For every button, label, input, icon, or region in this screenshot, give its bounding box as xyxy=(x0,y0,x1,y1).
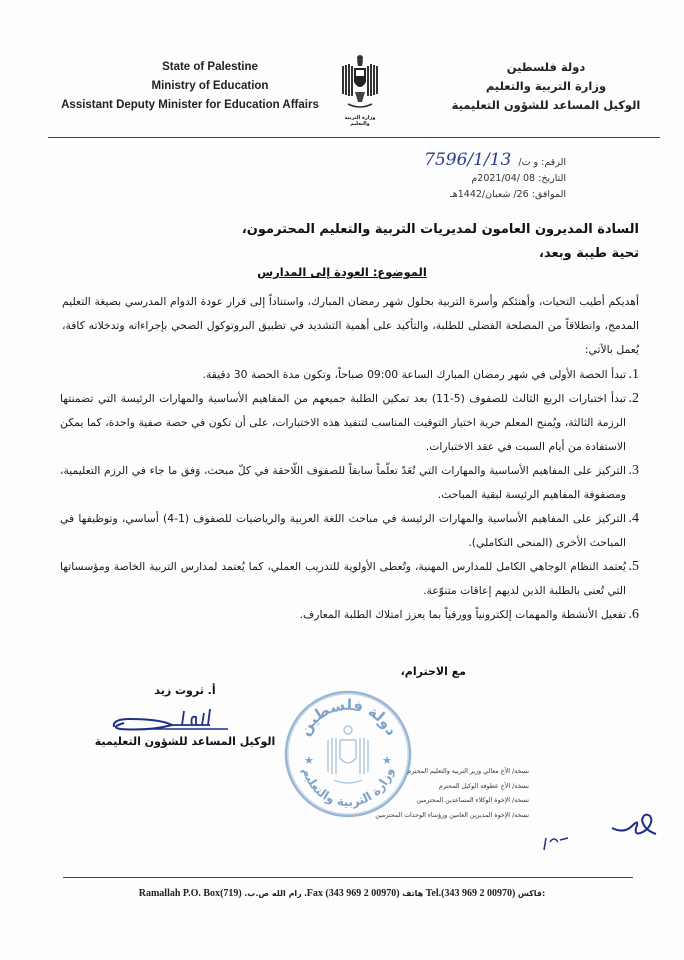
footer-fax-label: فاكس xyxy=(517,889,543,898)
addressee-line: السادة المديرون العامون لمديريات التربية والتعليم المحترمون، xyxy=(241,222,639,237)
signer-name: أ. ثروت زيد xyxy=(154,684,216,697)
item-number: 6. xyxy=(628,607,639,622)
item-text: التركيز على المفاهيم الأساسية والمهارات التي تُعَدّ تعلّماً سابقاً للصفوف اللّاحقة في كلّ مبحث، وَفق ما جاء في الرزم التعليمية، ومصفوفة المفاهيم الرئيسة لبقية المباحث. xyxy=(60,464,626,501)
header-divider xyxy=(48,137,660,138)
instruction-item xyxy=(60,603,639,627)
initials-icon xyxy=(540,828,570,854)
stamp-top-text: دولة فلسطين xyxy=(295,695,401,739)
instruction-item xyxy=(60,387,639,459)
emblem-caption: وزارة التربية والتعليم xyxy=(344,115,376,127)
footer-contact xyxy=(0,888,684,899)
item-text: تبدأ اختبارات الربع الثالث للصفوف (5-11) بعد تمكين الطلبة جميعهم من المفاهيم الأساسية والمهارات الرئيسة التي تضمنتها الرزمة الثالثة، ويُمنح المعلم حرية اختيار التوقيت المناسب لتنفيذ هذه الاختبارات، على أن تكون في حصة صفية واحدة، كما يمكن الاستفادة من أيام السبت في عقد الاختبارات. xyxy=(60,392,626,453)
header-en-office: Assistant Deputy Minister for Education Affairs xyxy=(61,99,319,111)
footer-pobox-en: (719)Ramallah P.O. Box xyxy=(138,888,242,899)
signer-title: الوكيل المساعد للشؤون التعليمية xyxy=(94,735,276,748)
instruction-item xyxy=(60,459,639,507)
item-number: 4. xyxy=(628,511,639,526)
signature-icon xyxy=(110,705,230,735)
reference-block xyxy=(306,152,566,203)
footer-phone-label: هاتف: xyxy=(402,889,546,898)
greeting-line: تحية طيبة وبعد، xyxy=(539,246,639,261)
header-arabic xyxy=(436,58,656,115)
reference-number-label: الرقم: و ت/ xyxy=(518,157,566,168)
item-text: يُعتمد النظام الوجاهي الكامل للمدارس المهنية، وتُعطى الأولوية للتدريب العملي، كما يُعتمد لمدارس التربية الخاصة ومؤسساتها التي تُعنى بالطلبة الذين لديهم إعاقات متنوّعة. xyxy=(60,560,626,597)
copies-signature-icon xyxy=(610,808,660,842)
item-number: 3. xyxy=(628,463,639,478)
header-english xyxy=(61,58,340,115)
date-row xyxy=(306,171,566,187)
svg-text:دولة فلسطين xyxy=(295,696,401,739)
copy-recipient: نسخة/ الأخ معالي وزير التربية والتعليم المحترم xyxy=(407,768,529,775)
item-text: تفعيل الأنشطة والمهمات إلكترونياً وورقياً بما يعزز امتلاك الطلبة المعارف. xyxy=(299,608,626,621)
item-number: 1. xyxy=(628,367,639,382)
subject-line xyxy=(0,265,684,279)
letter-intro xyxy=(62,290,639,362)
reference-number-row xyxy=(306,152,566,171)
addressee-block xyxy=(159,218,639,266)
header-ar-state: دولة فلسطين xyxy=(506,60,586,74)
intro-paragraph: أهديكم أطيب التحيات، وأهنئكم وأسرة التربية بحلول شهر رمضان المبارك، واستناداً إلى قرار عودة الدوام المدرسي بصيغة التعليم المدمج، وانطلاقاً من المصلحة الفضلى للطلبة، والتأكيد على أهمية التشديد في تطبيق البروتوكول الصحي بإجراءاته وتدخلاته كافة، يُعمل بالآتي: xyxy=(62,295,639,356)
svg-text:★: ★ xyxy=(382,755,392,767)
footer-fax: (00970 2 969 343) Fax. xyxy=(304,888,400,899)
eagle-emblem-icon xyxy=(340,52,380,114)
hijri-date-value: 26/ شعبان/1442هـ xyxy=(449,189,529,200)
copy-recipient: نسخة/ الإخوة الوكلاء المساعدين المحترمين xyxy=(416,797,529,804)
instruction-item xyxy=(60,555,639,603)
date-value: 08 /2021/04م xyxy=(471,173,536,184)
header-en-state: State of Palestine xyxy=(162,61,258,73)
item-number: 2. xyxy=(628,391,639,406)
copy-recipient: نسخة/ الإخوة المديرين العامين ورؤساء الوحدات المحترمين xyxy=(375,811,529,819)
footer-divider xyxy=(63,877,633,878)
instruction-item xyxy=(60,363,639,387)
header-en-ministry: Ministry of Education xyxy=(151,80,269,92)
footer-pobox-ar: رام الله ص.ب. xyxy=(244,889,302,898)
stamp-bottom-text: وزارة التربية والتعليم xyxy=(299,765,397,810)
item-text: تبدأ الحصة الأولى في شهر رمضان المبارك الساعة 09:00 صباحاً، وتكون مدة الحصة 30 دقيقة. xyxy=(202,368,626,381)
footer-tel: (00970 2 969 343).Tel xyxy=(425,888,516,899)
svg-text:★: ★ xyxy=(304,755,314,767)
reference-number-handwritten: 7596/1/13 xyxy=(424,150,512,170)
subject-text: الموضوع: العودة إلى المدارس xyxy=(257,265,427,279)
header-ar-office: الوكيل المساعد للشؤون التعليمية xyxy=(451,98,641,112)
copies-list xyxy=(329,765,529,823)
copy-recipient: نسخة/ الأخ عطوفة الوكيل المحترم xyxy=(438,782,529,790)
item-text: التركيز على المفاهيم الأساسية والمهارات الرئيسة في مباحث اللغة العربية والرياضيات للصفوف (1-4) أساسي، وتوظيفها في المباحث الأخرى (المنحى التكاملي). xyxy=(60,512,626,549)
hijri-date-label: الموافق: xyxy=(531,189,566,200)
closing-salutation: مع الاحترام، xyxy=(400,665,466,678)
item-number: 5. xyxy=(628,559,639,574)
date-label: التاريخ: xyxy=(538,173,566,184)
hijri-date-row xyxy=(306,187,566,203)
header-ar-ministry: وزارة التربية والتعليم xyxy=(485,79,607,93)
instruction-item xyxy=(60,507,639,555)
ministry-emblem xyxy=(335,52,385,132)
instruction-list xyxy=(60,363,639,627)
